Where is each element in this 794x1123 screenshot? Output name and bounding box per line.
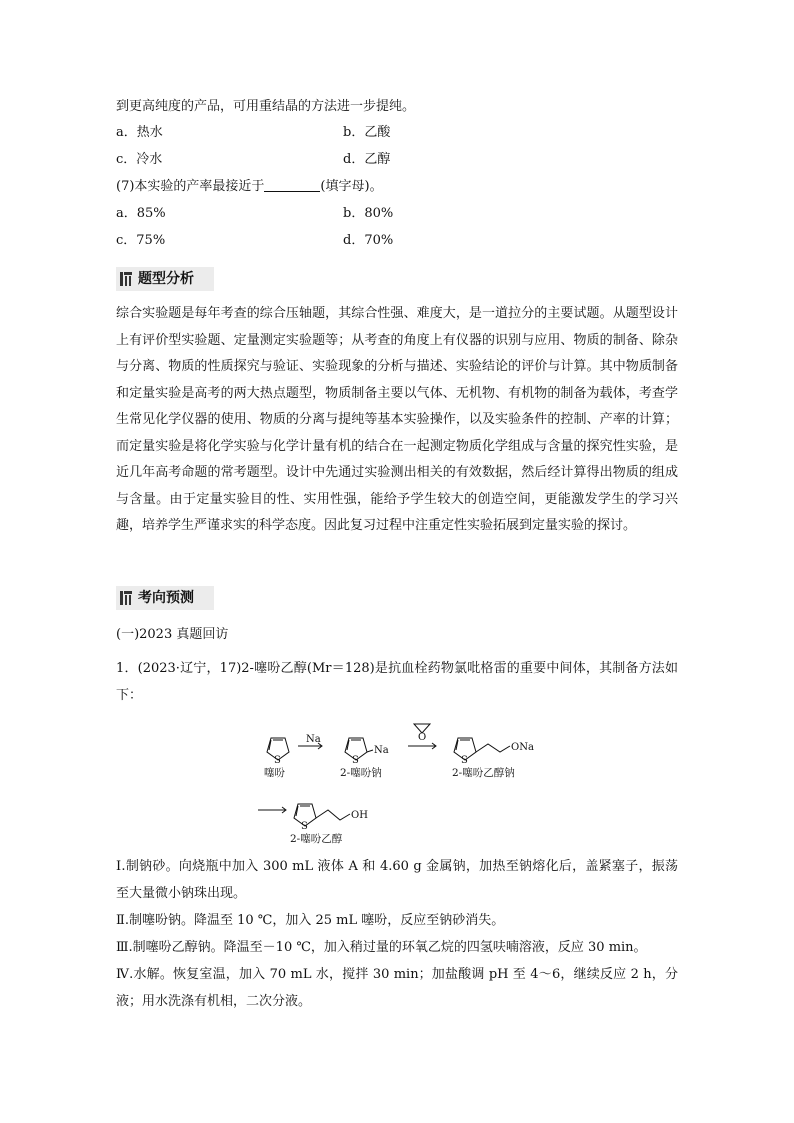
- section-heading-prediction: [116, 586, 214, 610]
- ona-group-label: ONa: [511, 742, 534, 753]
- sulfur-label: S: [274, 755, 281, 766]
- section-title: 考向预测: [138, 590, 194, 606]
- section-marker-icon: [120, 591, 132, 605]
- question-1-text: 1．(2023·辽宁，17)2-噻吩乙醇(Mr＝128)是抗血栓药物氯吡格雷的重要中间体，其制备方法如下：: [116, 661, 678, 703]
- option-d-q6: d．乙醇: [343, 152, 391, 167]
- na-group-label: Na: [374, 745, 389, 756]
- subheading: (一)2023 真题回访: [116, 627, 229, 642]
- compound-name-thienyl-ethanol: 2-噻吩乙醇: [290, 833, 343, 845]
- section-heading-analysis: [116, 267, 214, 291]
- sulfur-label: S: [461, 755, 468, 766]
- option-d-q7: d．70%: [343, 233, 394, 248]
- oh-group-label: OH: [351, 810, 368, 821]
- section-marker-icon: [120, 272, 132, 286]
- reagent-label: Na: [306, 734, 321, 745]
- sulfur-label: S: [352, 755, 359, 766]
- step-4: Ⅳ.水解。恢复室温，加入 70 mL 水，搅拌 30 min；加盐酸调 pH 至 4～6，继续反应 2 h，分液；用水洗涤有机相，二次分液。: [116, 967, 678, 1009]
- step-3: Ⅲ.制噻吩乙醇钠。降温至－10 ℃，加入稍过量的环氧乙烷的四氢呋喃溶液，反应 30 min。: [116, 940, 647, 955]
- sulfur-label: S: [301, 821, 308, 832]
- step-1: Ⅰ.制钠砂。向烧瓶中加入 300 mL 液体 A 和 4.60 g 金属钠，加热至钠熔化后，盖紧塞子，振荡至大量微小钠珠出现。: [116, 859, 678, 901]
- option-b-q7: b．80%: [343, 206, 394, 221]
- option-b-q6: b．乙酸: [343, 125, 391, 140]
- sodium-thienyl-structure: [345, 738, 373, 760]
- analysis-paragraph: 综合实验题是每年考查的综合压轴题，其综合性强、难度大，是一道拉分的主要试题。从题型设计上有评价型实验题、定量测定实验题等；从考查的角度上有仪器的识别与应用、物质的制备、除杂与分离、物质的性质探究与验证、实验现象的分析与描述、实验结论的评价与计算。其中物质制备和定量实验是高考的两大热点题型，物质制备主要以气体、无机物、有机物的制备为载体，考查学生常见化学仪器的使用、物质的分离与提纯等基本实验操作，以及实验条件的控制、产率的计算；而定量实验是将化学实验与化学计量有机的结合在一起测定物质化学组成与含量的探究性实验，是近几年高考命题的常考题型。设计中先通过实验测出相关的有效数据，然后经计算得出物质的组成与含量。由于定量实验目的性、实用性强，能给予学生较大的创造空间，更能激发学生的学习兴趣，培养学生严谨求实的科学态度。因此复习过程中注重定性实验拓展到定量实验的探讨。: [116, 306, 678, 533]
- section-title: 题型分析: [138, 271, 194, 287]
- answer-blank[interactable]: [264, 177, 320, 192]
- option-c-q7: c．75%: [116, 233, 166, 248]
- compound-name-thienyl-ethoxide: 2-噻吩乙醇钠: [452, 767, 515, 779]
- question-7: [116, 177, 383, 197]
- option-c-q6: c．冷水: [116, 152, 163, 167]
- intro-line: 到更高纯度的产品，可用重结晶的方法进一步提纯。: [116, 99, 416, 114]
- option-a-q6: a．热水: [116, 125, 163, 140]
- step-2: Ⅱ.制噻吩钠。降温至 10 ℃，加入 25 mL 噻吩，反应至钠砂消失。: [116, 913, 505, 928]
- reaction-scheme: [250, 720, 550, 850]
- option-a-q7: a．85%: [116, 206, 166, 221]
- question-7-prefix: (7)本实验的产率最接近于: [116, 179, 265, 194]
- compound-name-thiophene: 噻吩: [264, 767, 285, 779]
- epoxide-oxygen-label: O: [418, 732, 427, 743]
- compound-name-sodium-thienyl: 2-噻吩钠: [340, 767, 382, 779]
- question-7-suffix: (填字母)。: [320, 179, 383, 194]
